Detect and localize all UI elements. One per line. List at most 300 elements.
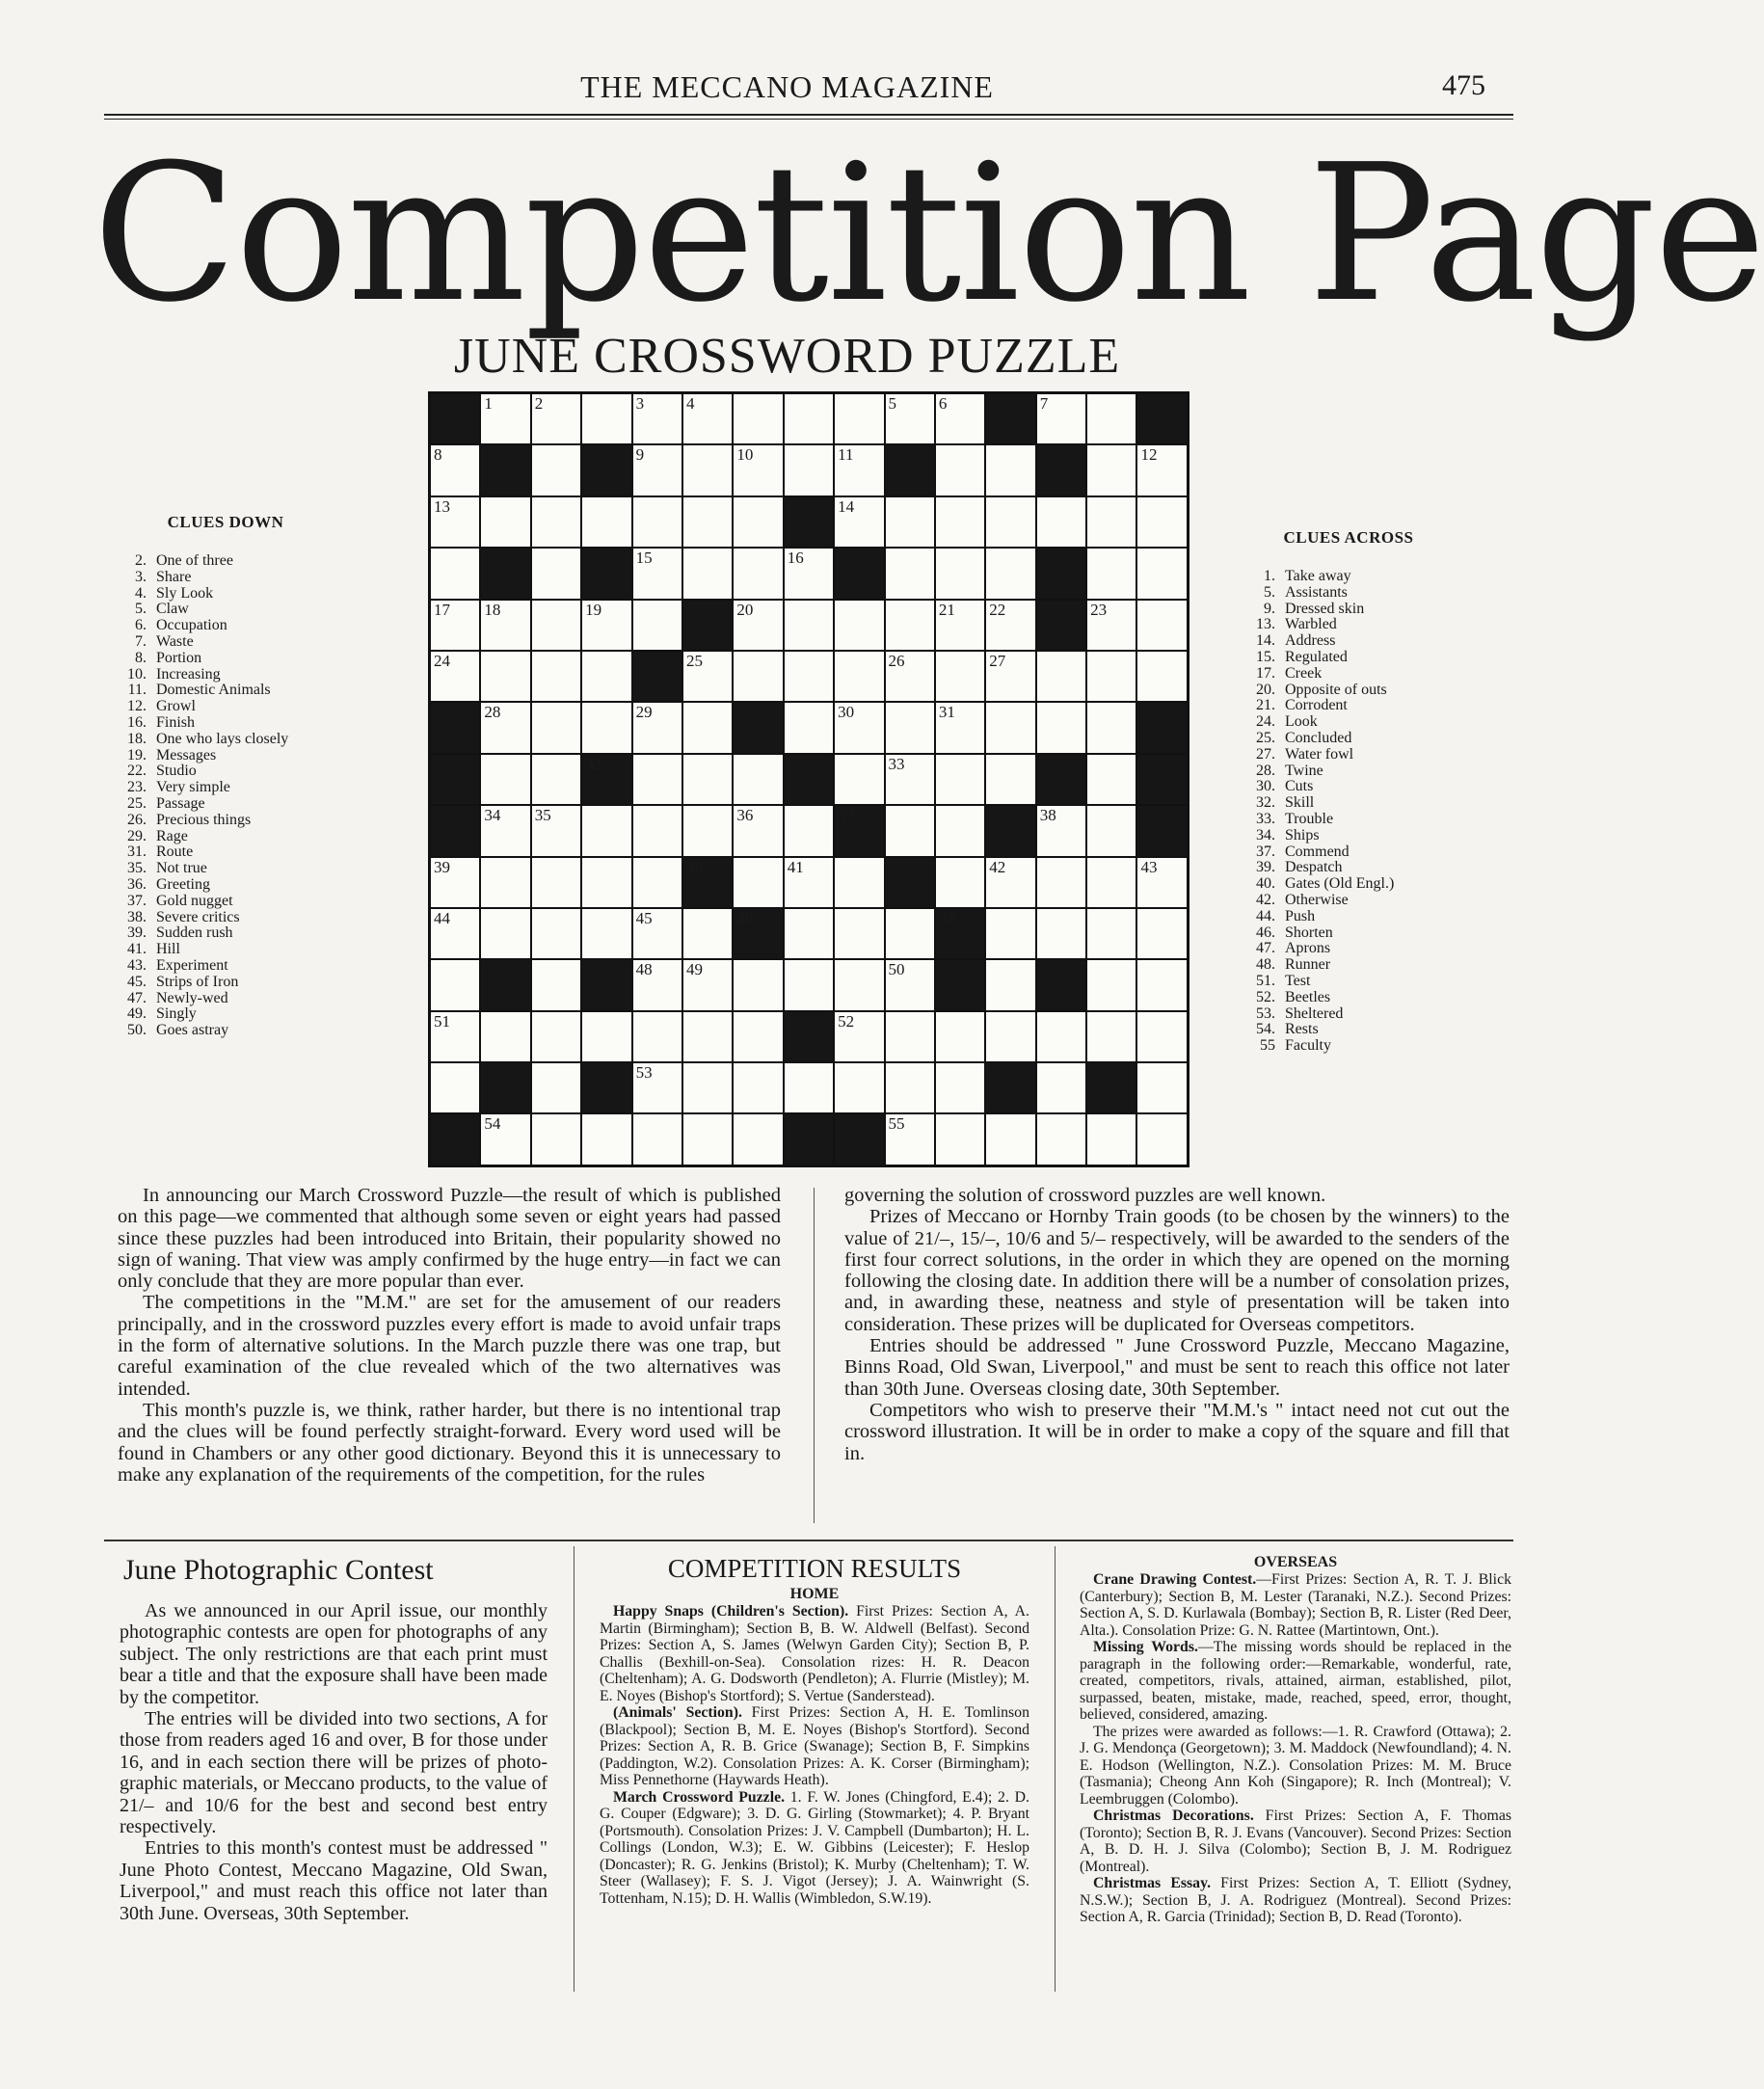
clue-item	[114, 1023, 337, 1039]
clue-item-number: 10.	[127, 665, 147, 683]
clue-item	[1243, 828, 1455, 844]
grid-cell	[1087, 394, 1136, 443]
clue-number: 22	[989, 600, 1006, 619]
clue-number: 49	[685, 960, 703, 979]
grid-cell	[633, 703, 682, 752]
grid-cell	[986, 549, 1034, 598]
grid-cell	[532, 960, 580, 1009]
grid-cell	[683, 497, 732, 547]
black-square	[936, 960, 984, 1009]
grid-cell	[633, 394, 682, 443]
black-square	[886, 858, 934, 907]
grid-cell	[431, 601, 479, 650]
grid-cell	[633, 1012, 682, 1061]
grid-cell	[481, 1114, 529, 1164]
clue-item-text: Push	[1285, 907, 1316, 924]
clue-item	[1243, 1022, 1455, 1038]
clue-item-number: 39.	[1256, 859, 1275, 876]
clue-item-number: 13.	[1256, 616, 1275, 633]
clue-item-number: 23.	[127, 779, 147, 796]
clue-item-number: 29.	[127, 827, 147, 844]
grid-cell	[785, 601, 833, 650]
clue-item-text: Rage	[156, 827, 188, 844]
grid-cell	[986, 703, 1034, 752]
black-square	[785, 497, 833, 547]
column-divider-2	[574, 1546, 575, 1992]
column-divider-3	[1055, 1546, 1056, 1992]
grid-cell	[633, 858, 682, 907]
clue-item-text: Address	[1285, 632, 1336, 650]
result-entry	[600, 1704, 1029, 1789]
clue-item-number: 19.	[127, 746, 147, 763]
black-square	[431, 755, 479, 804]
result-entry	[600, 1603, 1029, 1704]
clue-number: 14	[838, 496, 855, 516]
grid-cell	[734, 601, 782, 650]
grid-cell	[986, 497, 1034, 547]
clue-item	[1243, 650, 1455, 666]
clue-item-text: Portion	[156, 649, 202, 666]
result-text: First Prizes: Section A, A. Martin (Birmingham); Section B, B. W. Aldwell (Belfast). Second Prizes: Section A, S. James (Welwyn Garden City); Section B, P. Challis (Bexhill-on-Sea). Consolation rizes: H. R. Deacon (Cheltenham); A. G. Dodsworth (Pendleton); A. Flurrie (Mistley); M. E. Noyes (Bishop's Stortford); S. Vertue (Sanderstead).	[600, 1603, 1029, 1704]
grid-cell	[734, 1063, 782, 1112]
grid-cell	[1087, 806, 1136, 855]
grid-cell	[582, 394, 630, 443]
clue-number: 29	[635, 703, 653, 722]
result-lead: Crane Drawing Contest.	[1093, 1571, 1257, 1588]
clue-item-text: Greeting	[156, 875, 210, 893]
grid-cell	[633, 1114, 682, 1164]
photo-contest	[120, 1554, 548, 1924]
grid-cell	[1087, 1012, 1136, 1061]
article-right-column	[844, 1185, 1510, 1464]
clue-item	[1243, 731, 1455, 747]
clue-item-number: 14.	[1256, 632, 1275, 650]
grid-cell	[886, 1063, 934, 1112]
black-square	[835, 806, 883, 855]
grid-cell	[633, 806, 682, 855]
grid-cell	[785, 1063, 833, 1112]
grid-cell	[936, 652, 984, 701]
clue-number: 21	[938, 600, 955, 619]
grid-cell	[1137, 497, 1186, 547]
clue-item	[1243, 1006, 1455, 1023]
grid-cell	[1037, 858, 1085, 907]
result-lead: (Animals' Section).	[613, 1704, 742, 1721]
grid-cell	[1137, 1012, 1186, 1061]
grid-cell	[1037, 703, 1085, 752]
clue-number: 17	[434, 600, 450, 619]
paragraph: This month's puzzle is, we think, rather harder, but there is no intentional trap and the clues will be found perfectly straight-forward. Every word used will be found in Chambers or any other good dictionary. Beyond this it is unnecessary to make any explanation of the requirements of the competition, for the rules	[118, 1399, 781, 1486]
clue-number: 36	[736, 806, 754, 825]
grid-cell	[835, 1063, 883, 1112]
grid-cell	[1137, 1063, 1186, 1112]
clue-item	[1243, 747, 1455, 763]
clue-item-number: 40.	[1256, 875, 1275, 893]
clue-item	[114, 570, 337, 586]
clue-item-number: 27.	[1256, 745, 1275, 763]
clue-item-text: Runner	[1285, 956, 1331, 974]
section-rule	[104, 1540, 1513, 1541]
grid-cell	[633, 445, 682, 495]
black-square	[1087, 1063, 1136, 1112]
grid-cell	[886, 960, 934, 1009]
grid-cell	[532, 755, 580, 804]
grid-cell	[633, 960, 682, 1009]
clue-item-number: 24.	[1256, 713, 1275, 731]
black-square	[936, 909, 984, 958]
grid-cell	[986, 1012, 1034, 1061]
clue-item-text: Experiment	[156, 956, 228, 974]
clue-item	[114, 586, 337, 603]
grid-cell	[936, 703, 984, 752]
clue-number: 48	[635, 960, 653, 979]
clue-item-text: Test	[1285, 972, 1311, 989]
clue-item-text: Opposite of outs	[1285, 681, 1387, 698]
clue-item-text: Warbled	[1285, 616, 1337, 633]
clue-item	[114, 651, 337, 667]
grid-cell	[734, 806, 782, 855]
clue-item	[1243, 957, 1455, 974]
clue-item-text: Assistants	[1285, 583, 1348, 601]
clue-item-text: Very simple	[156, 779, 230, 796]
grid-cell	[1087, 909, 1136, 958]
clue-item-text: Concluded	[1285, 729, 1352, 746]
grid-cell	[532, 858, 580, 907]
grid-cell	[481, 755, 529, 804]
clue-item	[114, 925, 337, 942]
grid-cell	[633, 909, 682, 958]
clue-item-number: 43.	[127, 956, 147, 974]
grid-cell	[886, 755, 934, 804]
clue-item-text: Newly-wed	[156, 989, 228, 1006]
clue-item	[114, 894, 337, 910]
grid-cell	[532, 394, 580, 443]
grid-cell	[886, 703, 934, 752]
grid-cell	[1087, 755, 1136, 804]
black-square	[481, 1063, 529, 1112]
black-square	[1137, 703, 1186, 752]
result-lead: Happy Snaps (Children's Section).	[613, 1603, 849, 1620]
clue-item-number: 38.	[127, 908, 147, 925]
clue-item	[114, 1006, 337, 1023]
clue-item-number: 37.	[1256, 843, 1275, 860]
black-square	[835, 549, 883, 598]
grid-cell	[835, 497, 883, 547]
clue-item	[114, 634, 337, 651]
clue-number: 11	[838, 445, 854, 465]
grid-cell	[1137, 960, 1186, 1009]
paragraph: governing the solution of crossword puzzles are well known.	[844, 1185, 1326, 1206]
result-lead: Christmas Decorations.	[1093, 1808, 1254, 1824]
clue-item-text: Creek	[1285, 664, 1323, 682]
clue-item-number: 49.	[127, 1005, 147, 1023]
clue-item-text: Gold nugget	[156, 892, 233, 909]
result-text: First Prizes: Section A, F. Thomas (Toronto); Section B, R. J. Evans (Vancouver). Second Prizes: Section A, B. D. H. J. Silva (Colombo); Section B, J. M. Rodriguez (Montreal).	[1080, 1808, 1511, 1875]
grid-cell	[936, 549, 984, 598]
result-lead: Christmas Essay.	[1093, 1875, 1212, 1891]
result-text: —First Prizes: Section A, R. T. J. Blick (Canterbury); Section B, M. Lester (Taranaki, N.Z.). Second Prizes: Section A, S. D. Kurlawala (Bombay); Section B, R. Lister (Red Deer, Alta.). Consolation Prize: G. N. Rattee (Martintown, Ont.).	[1080, 1571, 1511, 1639]
black-square	[986, 806, 1034, 855]
page-title: Competition Page	[93, 124, 1764, 344]
black-square	[481, 549, 529, 598]
clue-item-text: Rests	[1285, 1021, 1319, 1038]
clue-number: 24	[434, 651, 450, 670]
clue-item-number: 18.	[127, 730, 147, 747]
grid-cell	[582, 1012, 630, 1061]
result-entry	[1080, 1724, 1511, 1808]
results-overseas-body	[1080, 1571, 1511, 1926]
clues-down-heading: CLUES DOWN	[167, 513, 284, 531]
clue-item-text: Goes astray	[156, 1022, 229, 1039]
clue-number: 3	[635, 394, 645, 413]
clue-item	[114, 732, 337, 748]
grid-cell	[582, 858, 630, 907]
grid-cell	[683, 806, 732, 855]
black-square	[683, 858, 732, 907]
grid-cell	[1137, 445, 1186, 495]
clue-item-number: 55	[1260, 1037, 1275, 1055]
clue-item	[114, 618, 337, 634]
clue-item-number: 9.	[1264, 600, 1275, 617]
grid-cell	[582, 652, 630, 701]
clue-item-number: 32.	[1256, 794, 1275, 812]
grid-cell	[431, 1012, 479, 1061]
clue-item	[1243, 876, 1455, 893]
clue-number: 34	[484, 806, 501, 825]
clue-item-text: Occupation	[156, 617, 227, 634]
black-square	[785, 1114, 833, 1164]
clue-item-number: 16.	[127, 713, 147, 731]
black-square	[1037, 445, 1085, 495]
black-square	[986, 1063, 1034, 1112]
clue-number: 33	[888, 754, 905, 773]
clue-number: 5	[888, 394, 897, 413]
clue-item	[1243, 617, 1455, 633]
clue-item-text: Share	[156, 568, 192, 585]
grid-cell	[633, 549, 682, 598]
clue-item-number: 35.	[127, 860, 147, 877]
grid-cell	[785, 549, 833, 598]
clue-item-text: Passage	[156, 794, 205, 812]
clue-number: 32	[585, 754, 602, 773]
grid-cell	[1087, 445, 1136, 495]
clue-number: 46	[736, 908, 754, 927]
clue-number: 15	[635, 549, 653, 568]
grid-cell	[835, 858, 883, 907]
clue-item-text: Commend	[1285, 843, 1350, 860]
paragraph: As we announced in our April issue, our monthly photographic contests are open for photographs of any subject. The only restrictions are that each print must bear a title and that the exposure shall have been made by the competitor.	[120, 1600, 548, 1708]
result-entry	[600, 1789, 1029, 1908]
clues-across	[1243, 528, 1455, 1055]
clue-number: 25	[685, 651, 703, 670]
clue-item-text: Studio	[156, 763, 197, 780]
black-square	[886, 445, 934, 495]
clue-number: 47	[938, 908, 955, 927]
grid-cell	[431, 445, 479, 495]
grid-cell	[734, 1012, 782, 1061]
clue-number: 35	[534, 806, 551, 825]
grid-cell	[886, 549, 934, 598]
clue-item-text: Corrodent	[1285, 697, 1348, 714]
clue-item-text: Ships	[1285, 826, 1320, 844]
grid-cell	[532, 445, 580, 495]
clue-item-number: 15.	[1256, 648, 1275, 665]
clue-item	[1243, 795, 1455, 812]
clue-item	[1243, 812, 1455, 828]
clue-item	[114, 844, 337, 861]
clue-item-number: 6.	[135, 617, 147, 634]
clue-item-number: 53.	[1256, 1004, 1275, 1022]
grid-cell	[582, 909, 630, 958]
grid-cell	[734, 858, 782, 907]
clue-item-text: One of three	[156, 552, 233, 569]
grid-cell	[835, 394, 883, 443]
grid-cell	[835, 652, 883, 701]
grid-cell	[683, 394, 732, 443]
crossword-grid	[428, 391, 1189, 1167]
clue-number: 55	[888, 1114, 905, 1134]
clue-item-text: Shorten	[1285, 924, 1333, 941]
clue-item	[1243, 633, 1455, 650]
clue-item-number: 47.	[1256, 940, 1275, 957]
black-square	[734, 909, 782, 958]
clue-item-number: 36.	[127, 875, 147, 893]
clue-item-number: 41.	[127, 941, 147, 958]
clue-number: 42	[989, 857, 1006, 876]
black-square	[1137, 806, 1186, 855]
grid-cell	[886, 394, 934, 443]
grid-cell	[1137, 549, 1186, 598]
clue-item-number: 39.	[127, 924, 147, 942]
clue-item-text: Take away	[1285, 568, 1351, 584]
grid-cell	[734, 652, 782, 701]
clue-item	[1243, 893, 1455, 909]
clue-item	[114, 667, 337, 683]
clue-number: 43	[1140, 857, 1158, 876]
grid-cell	[1137, 652, 1186, 701]
result-text: The prizes were awarded as follows:—1. R. Crawford (Ottawa); 2. J. G. Mendonça (Georgetown); 3. M. Maddock (Newfoundland); 4. N. E. Hodson (Wellington, N.Z.). Consolation Prizes: M. M. Bruce (Tasmania); Cheong Ann Koh (Singapore); R. Inch (Montreal); V. Leembruggen (Colombo).	[1080, 1723, 1511, 1808]
photo-contest-body	[120, 1600, 548, 1924]
black-square	[683, 601, 732, 650]
overseas-heading: OVERSEAS	[1253, 1554, 1338, 1570]
grid-cell	[481, 703, 529, 752]
grid-cell	[532, 1063, 580, 1112]
page-number: 475	[1442, 69, 1485, 101]
grid-cell	[683, 1063, 732, 1112]
grid-cell	[1037, 1063, 1085, 1112]
clue-item-number: 25.	[1256, 729, 1275, 746]
grid-cell	[1087, 858, 1136, 907]
grid-cell	[1087, 497, 1136, 547]
result-text: First Prizes: Section A, T. Elliott (Sydney, N.S.W.); Section B, J. A. Rodriguez (Montreal). Second Prizes: Section A, R. Garcia (Trinidad); Section B, D. Read (Toronto).	[1080, 1875, 1511, 1925]
clue-item	[1243, 714, 1455, 731]
puzzle-title: JUNE CROSSWORD PUZZLE	[453, 329, 1121, 384]
grid-cell	[532, 1114, 580, 1164]
clue-item-number: 22.	[127, 763, 147, 780]
results-overseas	[1080, 1554, 1511, 1926]
clue-item-number: 11.	[127, 682, 147, 699]
clue-item-number: 25.	[127, 794, 147, 812]
clue-item	[1243, 585, 1455, 602]
grid-cell	[481, 806, 529, 855]
grid-cell	[532, 652, 580, 701]
clue-item-text: Water fowl	[1285, 745, 1354, 763]
running-head: THE MECCANO MAGAZINE	[580, 69, 994, 104]
grid-cell	[1137, 1114, 1186, 1164]
result-text: 1. F. W. Jones (Chingford, E.4); 2. D. G. Couper (Edgware); 3. D. G. Girling (Stowmarket); 4. P. Bryant (Portsmouth). Consolation Prizes: J. V. Campbell (Dumbarton); H. L. Collings (London, W.3); E. W. Gibbins (Leicester); F. Heslop (Doncaster); R. G. Jenkins (Bristol); K. Murby (Cheltenham); T. W. Steer (Wallasey); F. S. J. Vigot (Jersey); J. A. Wainwright (S. Tottenham, N.15); D. H. Wallis (Wimbledon, S.W.19).	[600, 1788, 1029, 1907]
clue-number: 31	[938, 703, 955, 722]
black-square	[431, 1114, 479, 1164]
grid-cell	[886, 497, 934, 547]
clue-number: 10	[736, 445, 754, 465]
grid-cell	[1087, 601, 1136, 650]
photo-contest-title: June Photographic Contest	[123, 1554, 434, 1586]
clue-item-text: Domestic Animals	[156, 682, 271, 699]
black-square	[734, 703, 782, 752]
clue-item	[114, 748, 337, 764]
clue-item	[1243, 925, 1455, 942]
grid-cell	[936, 601, 984, 650]
grid-cell	[936, 806, 984, 855]
clue-number: 30	[838, 703, 855, 722]
grid-cell	[734, 549, 782, 598]
black-square	[481, 960, 529, 1009]
clue-item	[114, 975, 337, 991]
grid-cell	[431, 909, 479, 958]
clue-item-number: 1.	[1264, 568, 1275, 584]
clue-number: 53	[635, 1063, 653, 1083]
grid-cell	[835, 703, 883, 752]
grid-cell	[1037, 1012, 1085, 1061]
results-title: COMPETITION RESULTS	[667, 1554, 962, 1583]
black-square	[1037, 549, 1085, 598]
grid-cell	[633, 1063, 682, 1112]
results-home	[600, 1554, 1029, 1907]
clue-number: 9	[635, 445, 645, 465]
grid-cell	[986, 601, 1034, 650]
black-square	[1037, 755, 1085, 804]
grid-cell	[431, 1063, 479, 1112]
paragraph: The competitions in the "M.M." are set for the amusement of our readers principally, and in the crossword puzzles every effort is made to avoid unfair traps in the form of alternative solutions. In the March puzzle there was one trap, but careful examination of the clue revealed which of the two alternatives was intended.	[118, 1292, 781, 1400]
grid-cell	[785, 806, 833, 855]
grid-cell	[532, 601, 580, 650]
grid-cell	[1087, 960, 1136, 1009]
header-rule	[104, 114, 1513, 116]
grid-cell	[582, 703, 630, 752]
clue-item	[114, 877, 337, 894]
grid-cell	[1037, 652, 1085, 701]
grid-cell	[582, 806, 630, 855]
article-left-column	[118, 1185, 781, 1486]
clue-item-number: 54.	[1256, 1021, 1275, 1038]
grid-cell	[886, 1012, 934, 1061]
grid-cell	[785, 652, 833, 701]
black-square	[986, 394, 1034, 443]
grid-cell	[1037, 909, 1085, 958]
clue-number: 23	[1090, 600, 1108, 619]
result-text: First Prizes: Section A, H. E. Tomlinson (Blackpool); Section B, M. E. Noyes (Bishop's Stortford). Second Prizes: Section A, R. B. Grice (Swanage); Section B, F. Simpkins (Paddington, W.2). Consolation Prizes: A. K. Corser (Birmingham); Miss Pennethorne (Haywards Heath).	[600, 1704, 1029, 1788]
clue-item-text: Singly	[156, 1005, 197, 1023]
result-lead: Missing Words.	[1093, 1639, 1198, 1655]
grid-cell	[886, 652, 934, 701]
clues-down-list	[114, 553, 337, 1039]
clue-item	[1243, 779, 1455, 795]
grid-cell	[785, 703, 833, 752]
grid-cell	[1087, 1114, 1136, 1164]
column-divider	[814, 1188, 815, 1523]
grid-cell	[785, 960, 833, 1009]
black-square	[582, 445, 630, 495]
